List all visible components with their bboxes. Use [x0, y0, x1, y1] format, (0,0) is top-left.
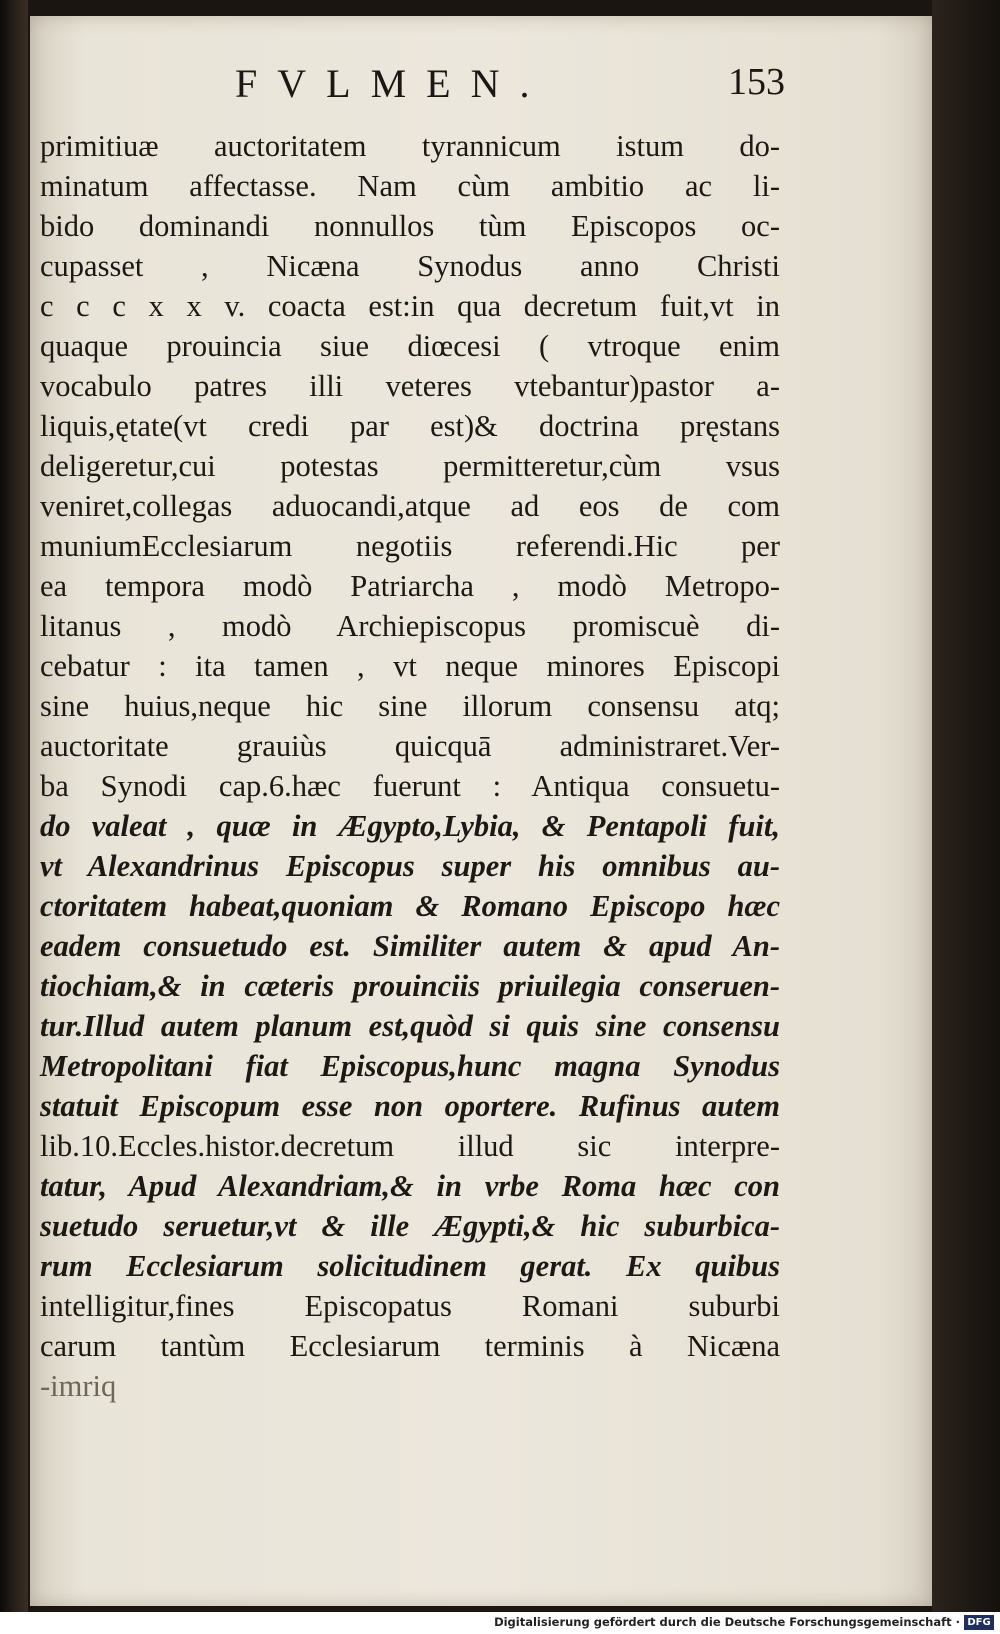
- text-line: do valeat , quæ in Ægypto,Lybia, & Pentapoli fuit,: [40, 809, 780, 843]
- text-line: bido dominandi nonnullos tùm Episcopos oc-: [40, 209, 780, 243]
- funding-credit: Digitalisierung gefördert durch die Deutsche Forschungsgemeinschaft ·: [494, 1615, 960, 1629]
- text-line: cebatur : ita tamen , vt neque minores Episcopi: [40, 649, 780, 683]
- text-line: tatur, Apud Alexandriam,& in vrbe Roma hæc con: [40, 1169, 780, 1203]
- text-line: Metropolitani fiat Episcopus,hunc magna Synodus: [40, 1049, 780, 1083]
- text-line: litanus , modò Archiepiscopus promiscuè di-: [40, 609, 780, 643]
- text-line: cupasset , Nicæna Synodus anno Christi: [40, 249, 780, 283]
- text-line: vt Alexandrinus Episcopus super his omnibus au-: [40, 849, 780, 883]
- book-fore-edge: [932, 0, 1000, 1612]
- text-line: deligeretur,cui potestas permitteretur,cùm vsus: [40, 449, 780, 483]
- text-line: eadem consuetudo est. Similiter autem & apud An-: [40, 929, 780, 963]
- running-title: FVLMEN.: [235, 61, 550, 106]
- dfg-logo: DFG: [964, 1615, 994, 1630]
- text-line: tiochiam,& in cæteris prouinciis priuilegia conseruen-: [40, 969, 780, 1003]
- body-text: [40, 126, 780, 1406]
- book-spine-edge: [0, 0, 28, 1612]
- text-line: rum Ecclesiarum solicitudinem gerat. Ex quibus: [40, 1249, 780, 1283]
- text-line: c c c x x v. coacta est:in qua decretum fuit,vt in: [40, 289, 780, 323]
- page-header: [40, 60, 840, 120]
- text-line: tur.Illud autem planum est,quòd si quis sine consensu: [40, 1009, 780, 1043]
- text-line: -imriq: [40, 1369, 117, 1403]
- text-line: carum tantùm Ecclesiarum terminis à Nicæna: [40, 1329, 780, 1363]
- text-line: ba Synodi cap.6.hæc fuerunt : Antiqua consuetu-: [40, 769, 780, 803]
- text-line: intelligitur,fines Episcopatus Romani suburbi: [40, 1289, 780, 1323]
- footer-bar: [0, 1612, 1000, 1634]
- text-line: lib.10.Eccles.histor.decretum illud sic interpre-: [40, 1129, 780, 1163]
- text-line: primitiuæ auctoritatem tyrannicum istum do-: [40, 129, 780, 163]
- text-line: minatum affectasse. Nam cùm ambitio ac li-: [40, 169, 780, 203]
- text-line: auctoritate grauiùs quicquā administraret.Ver-: [40, 729, 780, 763]
- text-line: ctoritatem habeat,quoniam & Romano Episcopo hæc: [40, 889, 780, 923]
- text-line: statuit Episcopum esse non oportere. Rufinus autem: [40, 1089, 780, 1123]
- page-number: 153: [728, 61, 785, 103]
- text-line: quaque prouincia siue diœcesi ( vtroque enim: [40, 329, 780, 363]
- text-line: vocabulo patres illi veteres vtebantur)pastor a-: [40, 369, 780, 403]
- text-line: liquis,ętate(vt credi par est)& doctrina pręstans: [40, 409, 780, 443]
- text-line: muniumEcclesiarum negotiis referendi.Hic per: [40, 529, 780, 563]
- text-line: suetudo seruetur,vt & ille Ægypti,& hic suburbica-: [40, 1209, 780, 1243]
- text-line: veniret,collegas aduocandi,atque ad eos de com: [40, 489, 780, 523]
- text-line: sine huius,neque hic sine illorum consensu atq;: [40, 689, 780, 723]
- text-line: ea tempora modò Patriarcha , modò Metropo-: [40, 569, 780, 603]
